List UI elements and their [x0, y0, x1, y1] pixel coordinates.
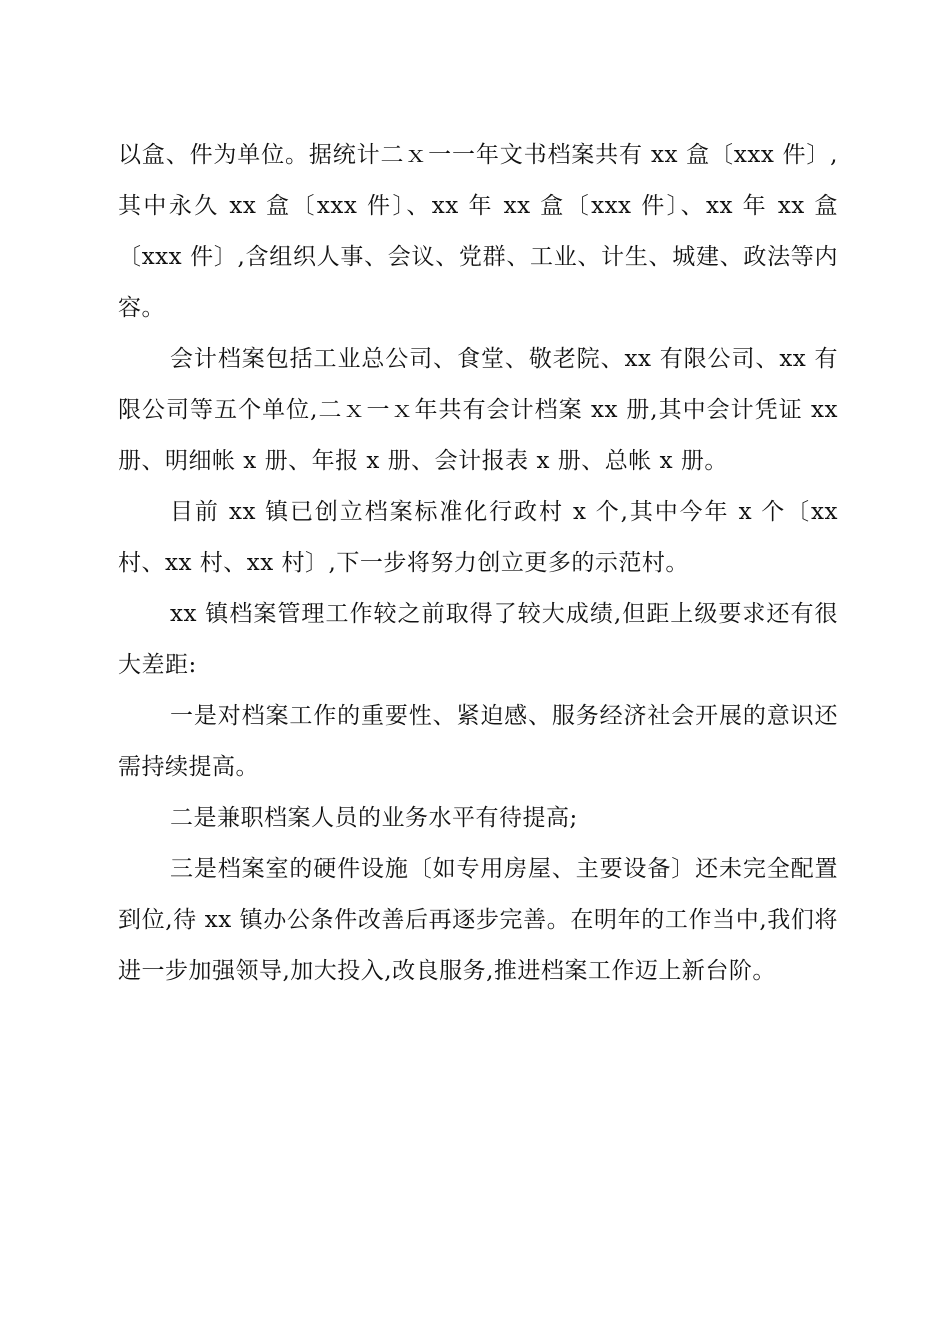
paragraph-point-two: 二是兼职档案人员的业务水平有待提高; — [170, 805, 578, 831]
paragraph-achievements-gap: xx 镇档案管理工作较之前取得了较大成绩,但距上级要求还有很大差距: — [118, 601, 838, 678]
paragraph-standard-villages: 目前 xx 镇已创立档案标准化行政村 x 个,其中今年 x 个〔xx 村、xx 村、xx 村〕,下一步将努力创立更多的示范村。 — [118, 499, 838, 576]
paragraph-continuation: 以盒、件为单位。据统计二ｘ一一年文书档案共有 xx 盒〔xxx 件〕,其中永久 xx 盒〔xxx 件〕、xx 年 xx 盒〔xxx 件〕、xx 年 xx 盒〔xxx 件〕,含组织人事、会议、党群、工业、计生、城建、政法等内容。 — [118, 142, 838, 321]
paragraph-point-one: 一是对档案工作的重要性、紧迫感、服务经济社会开展的意识还需持续提高。 — [118, 703, 838, 780]
paragraph-accounting-archives: 会计档案包括工业总公司、食堂、敬老院、xx 有限公司、xx 有限公司等五个单位,二ｘ一ｘ年共有会计档案 xx 册,其中会计凭证 xx 册、明细帐 x 册、年报 x 册、会计报表 x 册、总帐 x 册。 — [118, 346, 838, 474]
document-body — [118, 130, 838, 997]
paragraph-point-three: 三是档案室的硬件设施〔如专用房屋、主要设备〕还未完全配置到位,待 xx 镇办公条件改善后再逐步完善。在明年的工作当中,我们将进一步加强领导,加大投入,改良服务,推进档案工作迈上新台阶。 — [118, 856, 838, 984]
